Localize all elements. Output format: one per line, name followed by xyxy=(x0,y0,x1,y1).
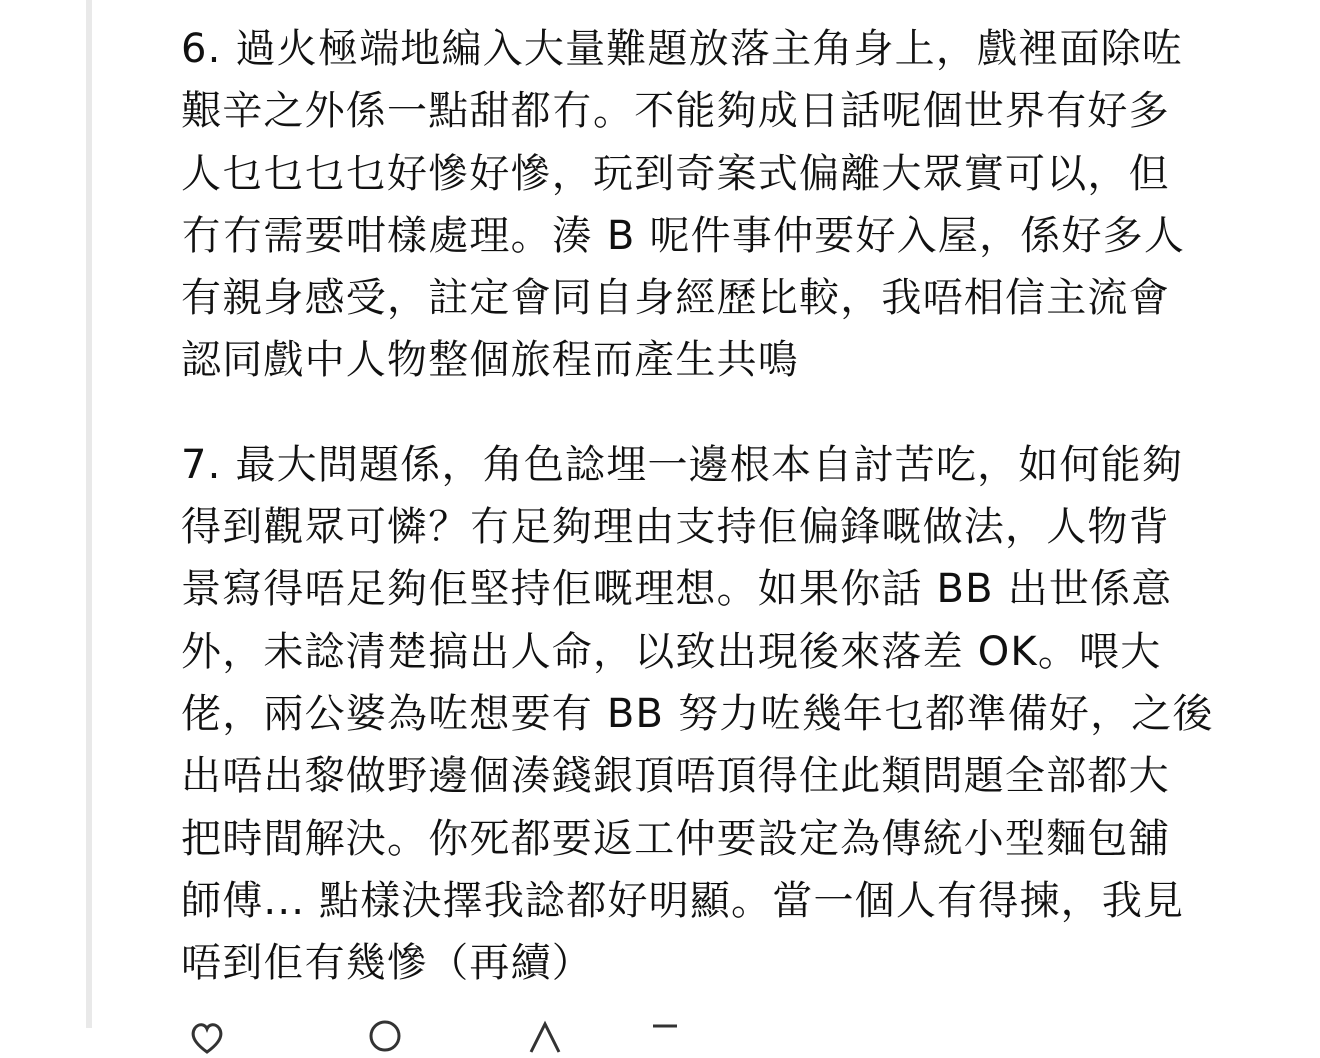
comment-icon[interactable] xyxy=(365,1018,405,1058)
thread-indent-line xyxy=(86,0,92,1028)
bookmark-icon[interactable] xyxy=(645,1018,685,1058)
share-icon[interactable] xyxy=(525,1018,565,1058)
post-paragraph: 7. 最大問題係，角色諗埋一邊根本自討苦吃，如何能夠 得到觀眾可憐？冇足夠理由支持佢偏鋒嘅做法，人物背 景寫得唔足夠佢堅持佢嘅理想。如果你話 BB 出世係意 外，未諗清楚搞出人命，以致出現後來落差 OK。喂大 佬，兩公婆為咗想要有 BB 努力咗幾年乜都準備好，之後 出唔出黎做野邊個湊錢銀頂唔頂得住此類問題全部都大 把時間解決。你死都要返工仲要設定為傳統小型麵包舖 師傅... 點樣決擇我諗都好明顯。當一個人有得揀，我見 唔到佢有幾慘（再續） xyxy=(181,441,1214,987)
post-paragraph: 6. 過火極端地編入大量難題放落主角身上，戲裡面除咗 艱辛之外係一點甜都冇。不能夠成日話呢個世界有好多 人乜乜乜乜好慘好慘，玩到奇案式偏離大眾實可以，但 冇冇需要咁樣處理。湊 B 呢件事仲要好入屋，係好多人 有親身感受，註定會同自身經歷比較，我唔相信主流會 認同戲中人物整個旅程而產生共鳴 xyxy=(181,26,1186,384)
post-action-bar xyxy=(181,1018,781,1042)
heart-icon[interactable] xyxy=(187,1018,227,1058)
post-body xyxy=(181,18,1281,994)
